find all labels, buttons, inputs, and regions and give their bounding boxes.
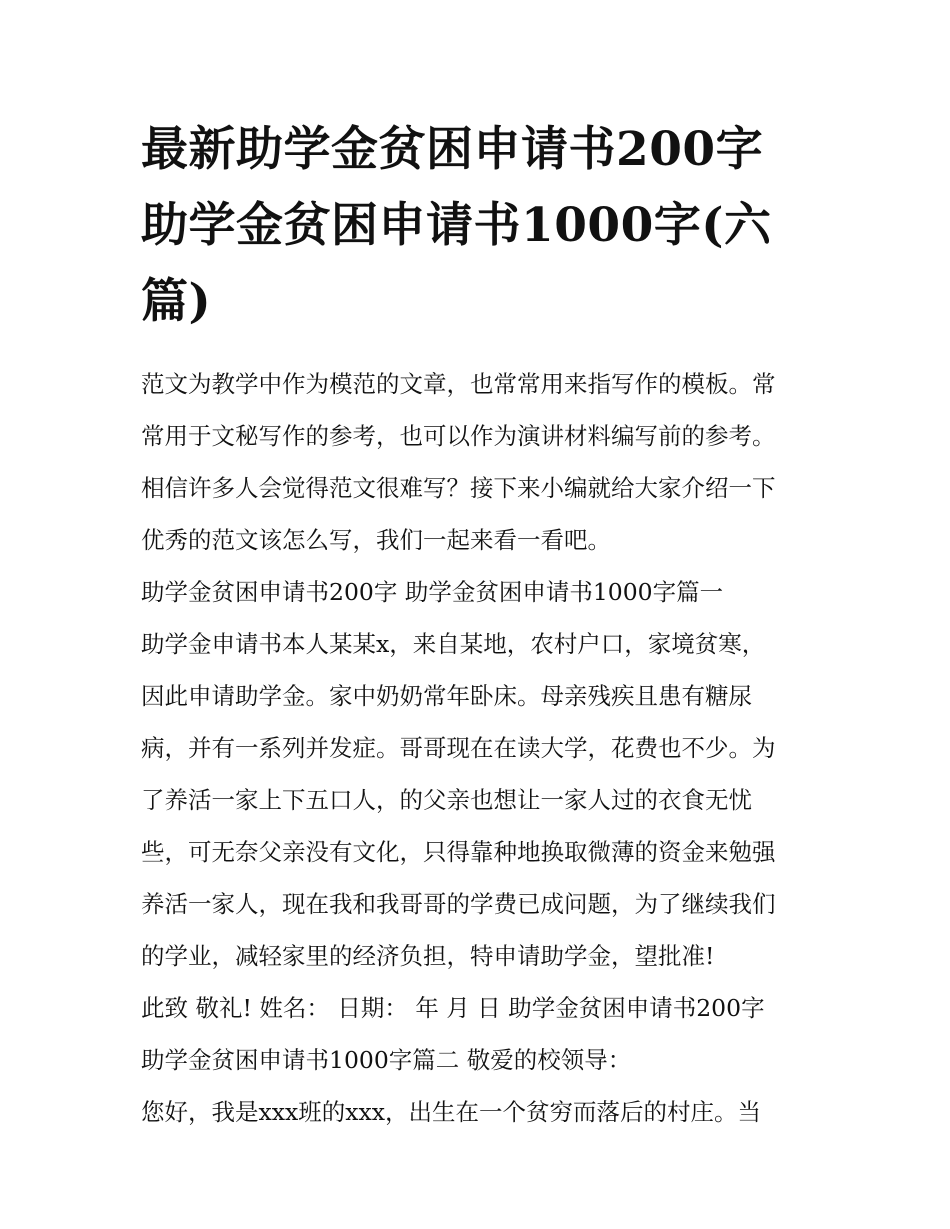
section-heading-line: 助学金贫困申请书200字 助学金贫困申请书1000字篇一 — [141, 578, 724, 606]
body-line: 养活一家人，现在我和我哥哥的学费已成问题，为了继续我们 — [141, 890, 776, 918]
document-page — [141, 112, 813, 1138]
body-line: 了养活一家上下五口人，的父亲也想让一家人过的衣食无忧 — [141, 786, 752, 814]
title-line: 最新助学金贫困申请书200字 — [141, 122, 764, 177]
closing-line: 此致 敬礼! 姓名： 日期： 年 月 日 助学金贫困申请书200字 — [141, 994, 765, 1022]
body-line: 常用于文秘写作的参考，也可以作为演讲材料编写前的参考。 — [141, 422, 776, 450]
title-line: 助学金贫困申请书1000字(六 — [141, 198, 772, 253]
body-line: 相信许多人会觉得范文很难写？接下来小编就给大家介绍一下 — [141, 474, 776, 502]
document-body — [141, 358, 813, 1138]
body-line: 范文为教学中作为模范的文章，也常常用来指写作的模板。常 — [141, 370, 776, 398]
body-line: 病，并有一系列并发症。哥哥现在在读大学，花费也不少。为 — [141, 734, 776, 762]
document-title — [141, 112, 813, 340]
body-line: 因此申请助学金。家中奶奶常年卧床。母亲残疾且患有糖尿 — [141, 682, 752, 710]
title-line: 篇) — [141, 274, 212, 329]
body-line: 的学业，减轻家里的经济负担，特申请助学金，望批准! — [141, 942, 715, 970]
section-heading-line: 助学金贫困申请书1000字篇二 敬爱的校领导： — [141, 1046, 632, 1074]
body-line: 些，可无奈父亲没有文化，只得靠种地换取微薄的资金来勉强 — [141, 838, 776, 866]
body-line: 您好，我是xxx班的xxx，出生在一个贫穷而落后的村庄。当 — [141, 1098, 762, 1126]
body-line: 助学金申请书本人某某x，来自某地，农村户口，家境贫寒， — [141, 630, 766, 658]
body-line: 优秀的范文该怎么写，我们一起来看一看吧。 — [141, 526, 611, 554]
